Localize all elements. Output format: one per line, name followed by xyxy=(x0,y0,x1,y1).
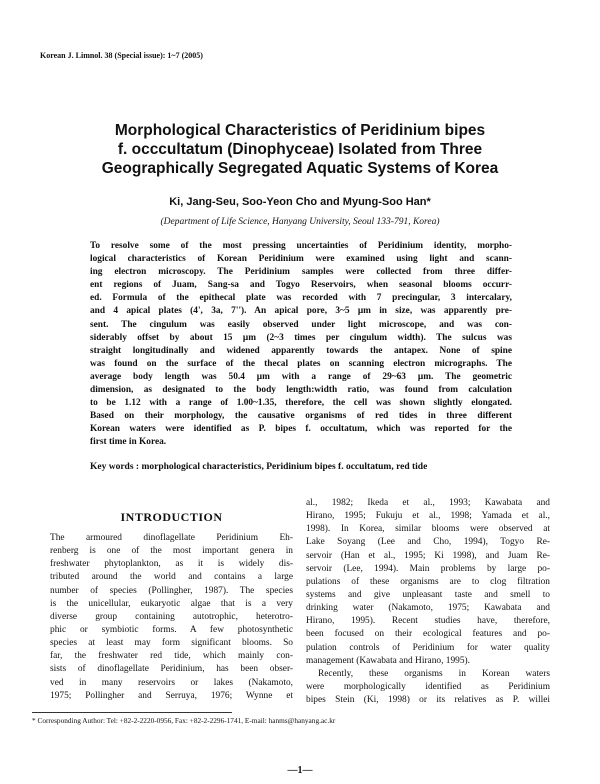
abstract-line: Korean waters were identified as P. bipes f. occultatum, which was reported for the xyxy=(90,424,512,435)
abstract xyxy=(90,240,512,450)
body-line: phic or symbiotic forms. A few photosynthetic xyxy=(50,624,293,635)
abstract-line: first time in Korea. xyxy=(90,437,167,448)
body-line: far, the freshwater red tide, which mainly con- xyxy=(50,651,293,662)
page-number: —1— xyxy=(287,765,313,776)
abstract-line: and 4 apical plates (4', 3a, 7''). An apical pore, 3~5 μm in size, was apparently pre- xyxy=(90,306,512,317)
body-line: systems and give unpleasant taste and smell to xyxy=(306,589,550,600)
body-line: 1975; Pollingher and Serruya, 1976; Wynne et xyxy=(50,690,293,701)
journal-citation: Korean J. Limnol. 38 (Special issue): 1~7 (2005) xyxy=(40,51,203,60)
keywords: Key words : morphological characteristics, Peridinium bipes f. occultatum, red tide xyxy=(90,462,428,472)
body-line: species at least may form significant blooms. So xyxy=(50,638,293,649)
body-line: management (Kawabata and Hirano, 1995). xyxy=(306,655,470,666)
abstract-line: dimension, as designated to the body length:width ratio, was found from calculation xyxy=(90,385,512,396)
body-line: were morphologically identified as Peridinium xyxy=(306,681,550,692)
body-line: Hirano, 1995). Recent studies have, therefore, xyxy=(306,616,550,627)
section-heading: INTRODUCTION xyxy=(120,510,223,524)
title-line: f. occcultatum (Dinophyceae) Isolated from Three xyxy=(117,141,483,158)
right-column xyxy=(306,497,550,707)
body-line: 1998). In Korea, similar blooms were observed at xyxy=(306,524,550,535)
abstract-line: to be 1.12 with a range of 1.00~1.35, therefore, the cell was shown slightly elongated. xyxy=(90,398,512,409)
left-column xyxy=(50,532,293,703)
abstract-line: Based on their morphology, the causative organisms of red tides in three different xyxy=(90,411,512,422)
body-line: tributed around the world and contains a large xyxy=(50,572,293,583)
body-line: been focused on their ecological features and po- xyxy=(306,629,550,640)
abstract-line: ent regions of Juam, Sang-sa and Togyo Reservoirs, when seasonal blooms occurr- xyxy=(90,280,512,291)
body-line: pulation controls of Peridinium for water quality xyxy=(306,642,550,653)
body-line: bipes Stein (Ki, 1998) or its relatives as P. willei xyxy=(306,695,550,706)
paper-title xyxy=(60,121,540,178)
body-line: freshwater phytoplankton, as it is widely dis- xyxy=(50,559,293,570)
affiliation: (Department of Life Science, Hanyang University, Seoul 133-791, Korea) xyxy=(160,217,440,227)
body-line: al., 1982; Ikeda et al., 1993; Kawabata and xyxy=(306,498,550,508)
body-line: is the unicellular, eukaryotic algae that is a very xyxy=(50,598,293,609)
abstract-line: straight longitudinally and widened apparently towards the antapex. None of spine xyxy=(90,345,512,356)
body-line: ved in many reservoirs or lakes (Nakamoto, xyxy=(50,677,293,688)
abstract-line: was found on the surface of the thecal plates on scanning electron micrographs. The xyxy=(90,358,512,369)
body-line: Hirano, 1995; Fukuju et al., 1998; Yamada et al., xyxy=(306,511,550,522)
abstract-line: average body length was 50.4 μm with a range of 29~63 μm. The geometric xyxy=(90,371,512,382)
abstract-line: To resolve some of the most pressing uncertainties of Peridinium identity, morpho- xyxy=(90,241,512,251)
body-line: The armoured dinoflagellate Peridinium Eh- xyxy=(50,533,293,543)
body-line: Recently, these organisms in Korean waters xyxy=(318,668,550,679)
title-line: Geographically Segregated Aquatic Systems of Korea xyxy=(101,160,499,177)
body-line: renberg is one of the most important genera in xyxy=(50,546,293,557)
body-line: Lake Soyang (Lee and Cho, 1994), Togyo Re- xyxy=(306,537,550,548)
abstract-line: ing electron microscopy. The Peridinium samples were collected from three differ- xyxy=(90,267,512,278)
title-line: Morphological Characteristics of Peridinium bipes xyxy=(114,122,486,139)
footnote: * Corresponding Author: Tel: +82-2-2220-0956, Fax: +82-2-2296-1741, E-mail: hanms@hanyang.ac.kr xyxy=(32,716,336,725)
body-line: diverse group containing autotrophic, heterotro- xyxy=(50,611,293,622)
body-line: number of species (Pollingher, 1987). The species xyxy=(50,585,293,596)
body-line: servoir (Han et al., 1995; Ki 1998), and Juam Re- xyxy=(306,550,550,561)
authors: Ki, Jang-Seu, Soo-Yeon Cho and Myung-Soo Han* xyxy=(169,196,431,208)
abstract-line: ed. Formula of the epithecal plate was recorded with 7 precingular, 3 intercalary, xyxy=(90,293,512,304)
body-line: servoir (Lee, 1994). Main problems by large po- xyxy=(306,563,550,574)
abstract-line: siderably offset by about 15 μm (2~3 times per cingulum width). The sulcus was xyxy=(90,332,512,343)
body-line: pulations of these organisms are to clog filtration xyxy=(306,576,550,587)
body-line: sists of dinoflagellate Peridinium, has been obser- xyxy=(50,664,293,675)
abstract-line: logical characteristics of Korean Peridinium were examined using light and scann- xyxy=(90,254,512,265)
footnote-divider xyxy=(32,712,232,713)
body-line: drinking water (Nakamoto, 1975; Kawabata and xyxy=(306,603,550,614)
abstract-line: sent. The cingulum was easily observed under light microscope, and was con- xyxy=(90,319,512,330)
